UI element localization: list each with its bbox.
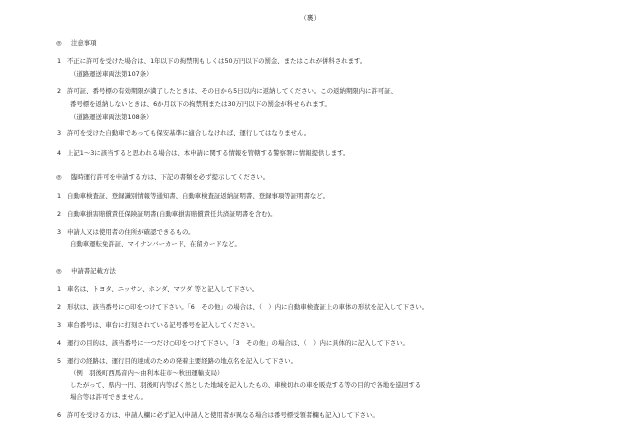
section-title-notes: 注意事項 (71, 39, 97, 47)
page-header: （裏） (300, 14, 321, 22)
item-text: （例 羽後町西馬音内～由利本荘市～秋田運輸支局） (70, 369, 224, 377)
item-text: （道路運送車両法第108条） (70, 113, 153, 121)
section-mark: ◎ (56, 267, 62, 275)
item-text: 車名は、トヨタ、ニッサン、ホンダ、マツダ 等と記入して下さい。 (67, 285, 259, 293)
item-number: 1 (57, 285, 62, 293)
item-text: 運行の目的は、該当番号に一つだけ○印をつけて下さい。「3 その他」の場合は、（ ）内に具体的に記入して下さい。 (67, 339, 409, 347)
item-number: 1 (57, 192, 62, 200)
item-number: 2 (57, 303, 62, 311)
item-text: 番号標を返納しないときは、6か月以下の拘禁刑または30万円以下の罰金が科せられます。 (70, 100, 331, 108)
item-number: 5 (57, 357, 62, 365)
item-text: 自動車損害賠償責任保険証明書(自動車損害賠償責任共済証明書を含む)。 (67, 210, 277, 218)
section-mark: ◎ (56, 173, 62, 181)
item-text: 許可を受けた自動車であっても保安基準に適合しなければ、運行してはなりません。 (67, 129, 311, 137)
item-number: 3 (57, 129, 62, 137)
item-text: 許可証、番号標の有効期限が満了したときは、その日から5日以内に返納してください。この返納期限内に許可証、 (67, 87, 397, 95)
item-number: 3 (57, 321, 62, 329)
item-text: 上記1～3に該当すると思われる場合は、本申請に関する情報を管轄する警察署に情報提供します。 (67, 149, 350, 157)
item-text: したがって、県内一円、羽後町内等ばく然とした地域を記入したもの、車検切れの車を販売する等の目的で各地を巡回する (70, 381, 422, 389)
item-number: 3 (57, 228, 62, 236)
item-text: 運行の経路は、運行目的達成のための発着主要経路の地点名を記入して下さい。 (67, 357, 298, 365)
item-text: 自動車検査証、登録識別情報等通知書、自動車検査証返納証明書、登録事項等証明書など。 (67, 192, 330, 200)
item-number: 1 (57, 57, 62, 65)
item-text: 許可を受ける方は、申請人欄に必ず記入(申請人と使用者が異なる場合は番号標受領者欄も記入)して下さい。 (67, 411, 379, 419)
section-title-instructions: 申請書記載方法 (71, 267, 116, 275)
item-number: 6 (57, 411, 62, 419)
item-text: 自動車運転免許証、マイナンバーカード、在留カードなど。 (70, 240, 241, 248)
item-text: 不正に許可を受けた場合は、1年以下の拘禁刑もしくは50万円以下の罰金、またはこれが併科されます。 (67, 57, 367, 65)
section-mark: ◎ (56, 39, 62, 47)
item-number: 4 (57, 149, 62, 157)
item-text: 場合等は許可できません。 (70, 393, 148, 401)
item-number: 2 (57, 87, 62, 95)
item-text: 形状は、該当番号に○印をつけて下さい。「6 その他」の場合は、（ ）内に自動車検査証上の車体の形状を記入して下さい。 (67, 303, 429, 311)
item-number: 4 (57, 339, 62, 347)
item-text: 申請人又は使用者の住所が確認できるもの。 (67, 228, 195, 236)
section-title-documents: 臨時運行許可を申請する方は、下記の書類を必ず提示してください。 (71, 173, 270, 181)
item-number: 2 (57, 210, 62, 218)
item-text: 車台番号は、車台に打刻されている記号番号を記入してください。 (67, 321, 259, 329)
item-text: （道路運送車両法第107条） (70, 70, 153, 78)
